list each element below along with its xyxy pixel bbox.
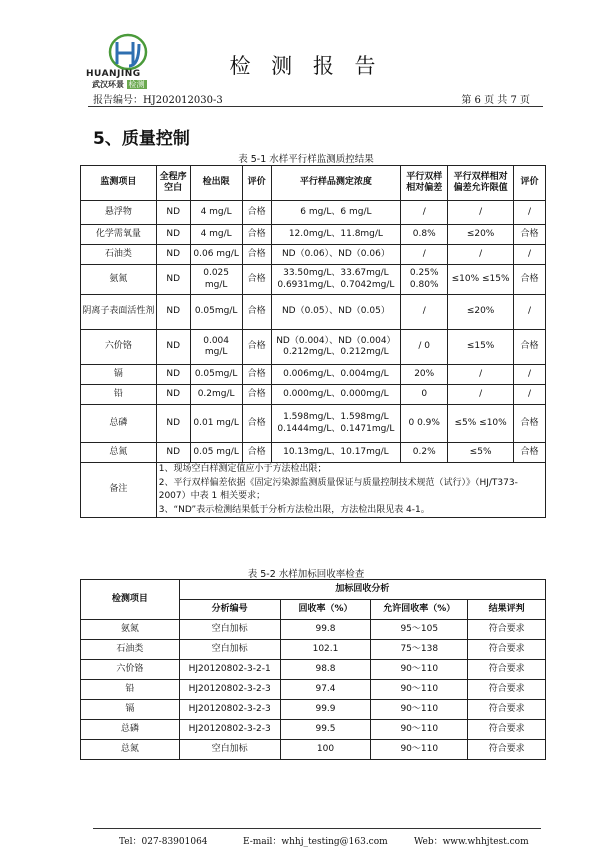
table-cell: 20% [401,365,448,385]
table-cell: 镉 [81,700,180,720]
table-row [81,700,546,720]
table-cell: / 0 [401,330,448,365]
table-cell: ≤10% ≤15% [448,265,514,295]
table-cell: ND（0.06）、ND（0.06） [271,245,401,265]
table1-remarks-row [81,463,546,518]
table-cell: / [401,201,448,225]
table-cell: 0.06 mg/L [190,245,242,265]
footer-tel: Tel：027-83901064 [119,837,208,847]
table-cell: 0 0.9% [401,405,448,443]
table-cell: 合格 [242,405,271,443]
col-header: 平行双样相对偏差允许限值 [448,166,514,201]
table-cell: 0.05mg/L [190,295,242,330]
table-cell: 12.0mg/L、11.8mg/L [271,225,401,245]
footer-email: E-mail：whhj_testing@163.com [243,837,388,847]
table-cell: 符合要求 [468,620,546,640]
table-cell: 90～110 [371,700,468,720]
table-row [81,740,546,760]
table-cell: 化学需氧量 [81,225,157,245]
table-cell: 0.05 mg/L [190,443,242,463]
table-cell: 总氮 [81,740,180,760]
table-cell: ND（0.004）、ND（0.004） 0.212mg/L、0.212mg/L [271,330,401,365]
table-cell: 0.25% 0.80% [401,265,448,295]
table-cell: / [448,201,514,225]
table-cell: 符合要求 [468,640,546,660]
table-cell: 90～110 [371,680,468,700]
table-cell: / [401,295,448,330]
table-cell: 合格 [242,295,271,330]
table-cell: ≤5% ≤10% [448,405,514,443]
remark-line: 2、平行双样偏差依据《固定污染源监测质量保证与质量控制技术规范（试行）》（HJ/T373-2007）中表 1 相关要求； [158,477,518,501]
table-cell: / [514,295,546,330]
col-header: 回收率（%） [280,600,371,620]
table-row [81,265,546,295]
table-cell: 符合要求 [468,740,546,760]
table-cell: / [401,245,448,265]
group-header: 加标回收分析 [179,580,545,600]
table-cell: 总磷 [81,405,157,443]
table-cell: HJ20120802-3-2-3 [179,680,280,700]
table-cell: 符合要求 [468,680,546,700]
table-cell: 1.598mg/L、1.598mg/L 0.1444mg/L、0.1471mg/L [271,405,401,443]
table-cell: 合格 [514,405,546,443]
table-cell: 97.4 [280,680,371,700]
table-cell: 符合要求 [468,720,546,740]
table-cell: 六价铬 [81,330,157,365]
table-cell: 阴离子表面活性剂 [81,295,157,330]
table-cell: 0.01 mg/L [190,405,242,443]
table-cell: ND（0.05）、ND（0.05） [271,295,401,330]
table-row [81,680,546,700]
remark-line: 1、现场空白样测定值应小于方法检出限； [158,464,327,474]
table-row [81,405,546,443]
header-divider [88,106,543,107]
remark-label: 备注 [81,463,157,518]
col-header: 监测项目 [81,166,157,201]
table-cell: ≤15% [448,330,514,365]
col-header: 检测项目 [81,580,180,620]
table-cell: 六价铬 [81,660,180,680]
table-row [81,330,546,365]
page-number: 第 6 页 共 7 页 [461,95,530,106]
table-cell: 0.004 mg/L [190,330,242,365]
table-cell: 合格 [242,330,271,365]
table-row [81,225,546,245]
table-row [81,385,546,405]
table-cell: ND [156,330,190,365]
table2-header-row [81,580,546,600]
table-cell: 石油类 [81,640,180,660]
table-cell: / [514,201,546,225]
remark-line: 3、“ND”表示检测结果低于分析方法检出限，方法检出限见表 4-1。 [158,504,430,515]
table-cell: / [514,365,546,385]
table-cell: 99.9 [280,700,371,720]
table-cell: ≤5% [448,443,514,463]
table-cell: 合格 [242,443,271,463]
col-header: 评价 [242,166,271,201]
report-number: 报告编号：HJ202012030-3 [93,95,223,106]
table-row [81,660,546,680]
table-cell: 0 [401,385,448,405]
table-cell: 99.8 [280,620,371,640]
table-cell: 镉 [81,365,157,385]
qc-parallel-table [80,165,546,518]
table-cell: 6 mg/L、6 mg/L [271,201,401,225]
table-row [81,245,546,265]
table-cell: / [448,245,514,265]
table-cell: 4 mg/L [190,225,242,245]
table-cell: 0.8% [401,225,448,245]
table-cell: 75～138 [371,640,468,660]
table-cell: ND [156,385,190,405]
table-cell: HJ20120802-3-2-3 [179,700,280,720]
table1-header-row [81,166,546,201]
table-cell: / [448,365,514,385]
table-cell: 0.025 mg/L [190,265,242,295]
table-cell: 100 [280,740,371,760]
table-cell: 总磷 [81,720,180,740]
table-cell: 悬浮物 [81,201,157,225]
table-cell: 合格 [242,245,271,265]
table2-caption: 表 5-2 水样加标回收率检查 [247,569,365,580]
table-cell: 95～105 [371,620,468,640]
table-cell: ND [156,225,190,245]
section-title: 5、质量控制 [93,129,190,149]
table-cell: 合格 [514,225,546,245]
table-cell: 合格 [514,330,546,365]
table-cell: ND [156,405,190,443]
table-cell: 90～110 [371,740,468,760]
footer-divider [93,828,541,829]
col-header: 全程序空白 [156,166,190,201]
table-cell: 合格 [242,265,271,295]
footer-web: Web：www.whhjtest.com [414,837,529,847]
table-cell: 102.1 [280,640,371,660]
table-cell: 空白加标 [179,620,280,640]
table-cell: 符合要求 [468,660,546,680]
table-cell: ND [156,245,190,265]
table-cell: 0.000mg/L、0.000mg/L [271,385,401,405]
table-cell: 99.5 [280,720,371,740]
table-cell: ≤20% [448,225,514,245]
table-cell: 氨氮 [81,620,180,640]
table1-caption: 表 5-1 水样平行样监测质控结果 [238,154,374,165]
table-cell: ND [156,365,190,385]
table-cell: 符合要求 [468,700,546,720]
table-cell: 0.2mg/L [190,385,242,405]
table-row [81,295,546,330]
table-cell: / [514,385,546,405]
table-cell: 合格 [242,201,271,225]
table-cell: ND [156,265,190,295]
col-header: 平行样品测定浓度 [271,166,401,201]
recovery-table [80,579,546,760]
table-cell: 90～110 [371,720,468,740]
table-cell: 合格 [242,365,271,385]
table-cell: 0.05mg/L [190,365,242,385]
table-cell: HJ20120802-3-2-1 [179,660,280,680]
table-cell: 合格 [514,265,546,295]
table-cell: 铅 [81,385,157,405]
table-row [81,365,546,385]
table-cell: 0.006mg/L、0.004mg/L [271,365,401,385]
table-cell: 空白加标 [179,640,280,660]
table-cell: HJ20120802-3-2-3 [179,720,280,740]
table-row [81,640,546,660]
table-cell: 4 mg/L [190,201,242,225]
table-cell: ND [156,201,190,225]
table-cell: / [514,245,546,265]
table-cell: 90～110 [371,660,468,680]
table-cell: 10.13mg/L、10.17mg/L [271,443,401,463]
table-row [81,620,546,640]
table-cell: ND [156,443,190,463]
col-header: 允许回收率（%） [371,600,468,620]
table-cell: 石油类 [81,245,157,265]
col-header: 分析编号 [179,600,280,620]
table-cell: 合格 [242,385,271,405]
table-row [81,201,546,225]
col-header: 平行双样相对偏差 [401,166,448,201]
page-title: 检 测 报 告 [229,54,383,78]
remark-text [156,463,545,518]
table-cell: 总氮 [81,443,157,463]
table-cell: 合格 [242,225,271,245]
table-cell: 98.8 [280,660,371,680]
table-cell: ≤20% [448,295,514,330]
table-cell: 合格 [514,443,546,463]
table-cell: ND [156,295,190,330]
logo-name: HUANJING [86,69,141,79]
table-cell: 33.50mg/L、33.67mg/L 0.6931mg/L、0.7042mg/L [271,265,401,295]
table-cell: 空白加标 [179,740,280,760]
table-cell: 0.2% [401,443,448,463]
table-row [81,720,546,740]
logo-subtitle: 武汉环景 检测 [92,80,145,89]
table-cell: / [448,385,514,405]
col-header: 结果评判 [468,600,546,620]
col-header: 检出限 [190,166,242,201]
table-cell: 氨氮 [81,265,157,295]
table-row [81,443,546,463]
table-cell: 铅 [81,680,180,700]
col-header: 评价 [514,166,546,201]
